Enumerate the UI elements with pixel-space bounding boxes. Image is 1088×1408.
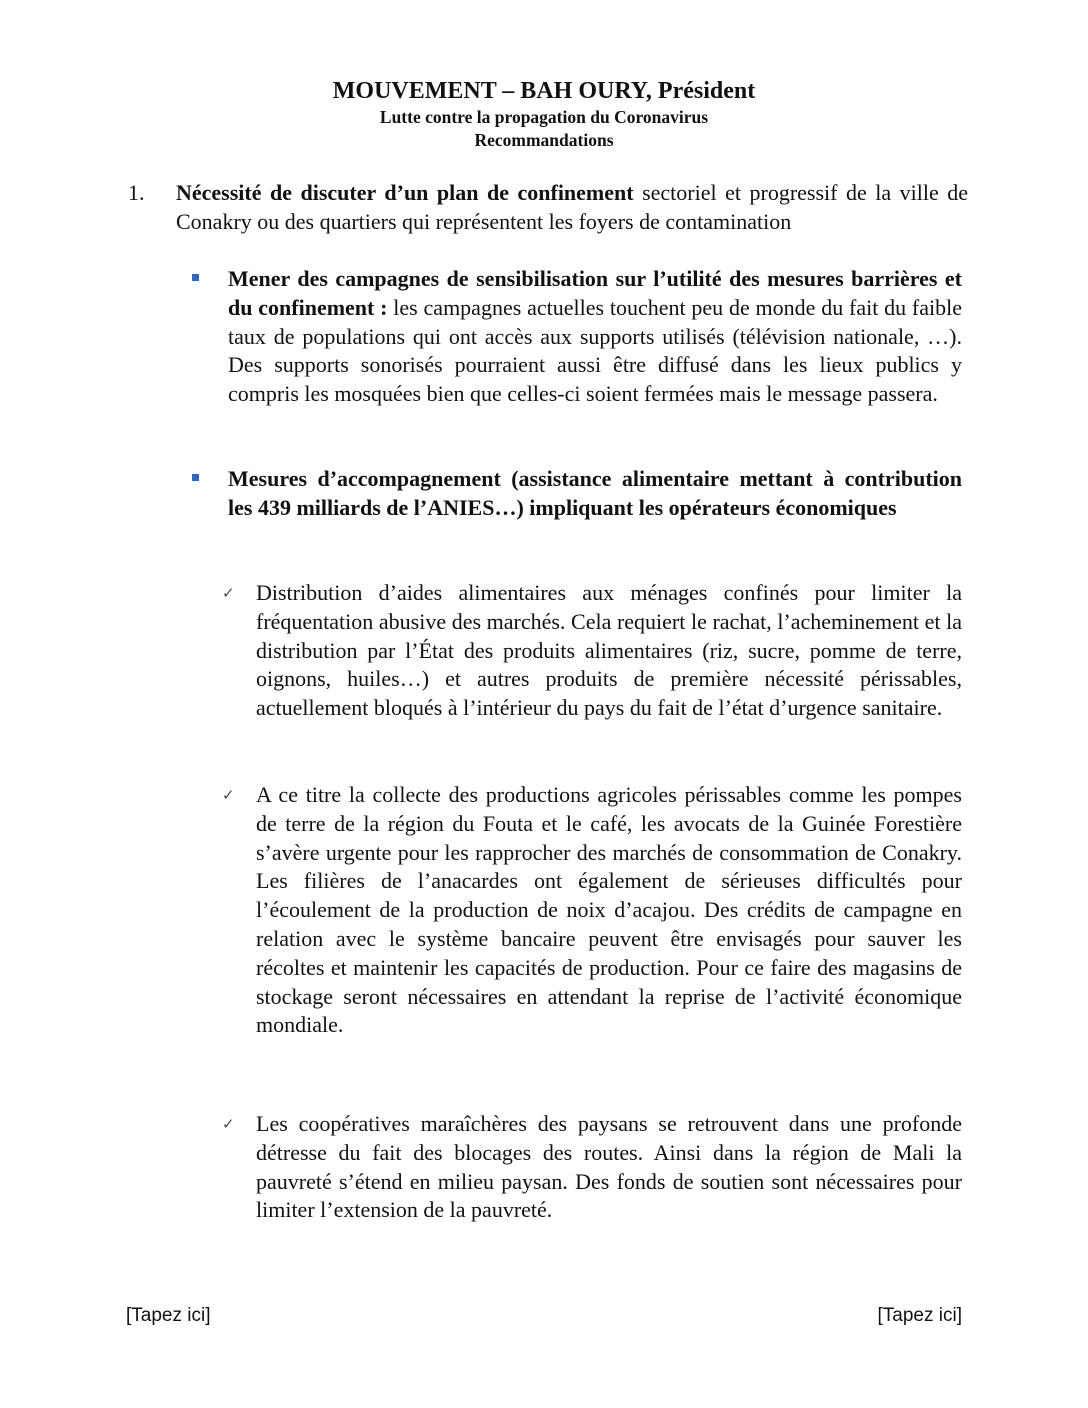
item-number: 1. bbox=[128, 180, 145, 205]
square-bullet-icon bbox=[192, 474, 199, 481]
document-subtitle-recommandations: Recommandations bbox=[474, 130, 614, 150]
check-item-cooperatives bbox=[222, 1110, 962, 1225]
numbered-item-1 bbox=[128, 178, 968, 236]
document-header bbox=[0, 76, 1088, 152]
bullet-text: les campagnes actuelles touchent peu de monde du fait du faible taux de populations qui ont accès aux supports utilisés (télévision nationale, …). Des supports sonorisés pourraient aussi être diffusé dans les lieux publics y compris les mosquées bien que celles-ci soient fermées mais le message passera. bbox=[228, 294, 963, 407]
square-bullet-icon bbox=[192, 274, 199, 281]
check-item-collecte bbox=[222, 781, 962, 1040]
item-bold-heading: Nécessité de discuter d’un plan de confinement bbox=[176, 180, 634, 205]
check-text: Les coopératives maraîchères des paysans se retrouvent dans une profonde détresse du fait des blocages des routes. Ainsi dans la région de Mali la pauvreté s’étend en milieu paysan. Des fonds de soutien sont nécessaires pour limiter l’extension de la pauvreté. bbox=[256, 1111, 962, 1223]
bullet-item-mesures bbox=[228, 465, 962, 523]
bullet-bold-heading: Mener des campagnes de sensibilisation sur l’utilité des mesures barrières et du confinement : bbox=[228, 266, 962, 320]
checkmark-icon: ✓ bbox=[222, 1115, 235, 1133]
footer-left-placeholder[interactable]: [Tapez ici] bbox=[126, 1305, 211, 1326]
bullet-item-campagnes bbox=[228, 265, 962, 409]
checkmark-icon: ✓ bbox=[222, 584, 235, 602]
check-text: Distribution d’aides alimentaires aux ménages confinés pour limiter la fréquentation abusive des marchés. Cela requiert le rachat, l’acheminement et la distribution par l’État des produits alimentaires (riz, sucre, pomme de terre, oignons, huiles…) et autres produits de première nécessité périssables, actuellement bloqués à l’intérieur du pays du fait de l’état d’urgence sanitaire. bbox=[256, 580, 962, 721]
bullet-bold-heading: Mesures d’accompagnement (assistance alimentaire mettant à contribution les 439 milliards de l’ANIES…) impliquant les opérateurs économiques bbox=[228, 466, 962, 520]
check-item-distribution bbox=[222, 579, 962, 723]
item-text: sectoriel et progressif de la ville de Conakry ou des quartiers qui représentent les foyers de contamination bbox=[176, 180, 968, 234]
check-text: A ce titre la collecte des productions agricoles périssables comme les pompes de terre de la région du Fouta et le café, les avocats de la Guinée Forestière s’avère urgente pour les rapprocher des marchés de consommation de Conakry. Les filières de l’anacardes ont également de sérieuses difficultés pour l’écoulement de la production de noix d’acajou. Des crédits de campagne en relation avec le système bancaire peuvent être envisagés pour sauver les récoltes et maintenir les capacités de production. Pour ce faire des magasins de stockage seront nécessaires en attendant la reprise de l’activité économique mondiale. bbox=[256, 782, 962, 1038]
item-body bbox=[176, 178, 968, 236]
footer-right-placeholder[interactable]: [Tapez ici] bbox=[877, 1305, 962, 1326]
checkmark-icon: ✓ bbox=[222, 786, 235, 804]
document-title: MOUVEMENT – BAH OURY, Président bbox=[332, 78, 756, 104]
document-subtitle: Lutte contre la propagation du Coronavirus bbox=[379, 107, 709, 127]
